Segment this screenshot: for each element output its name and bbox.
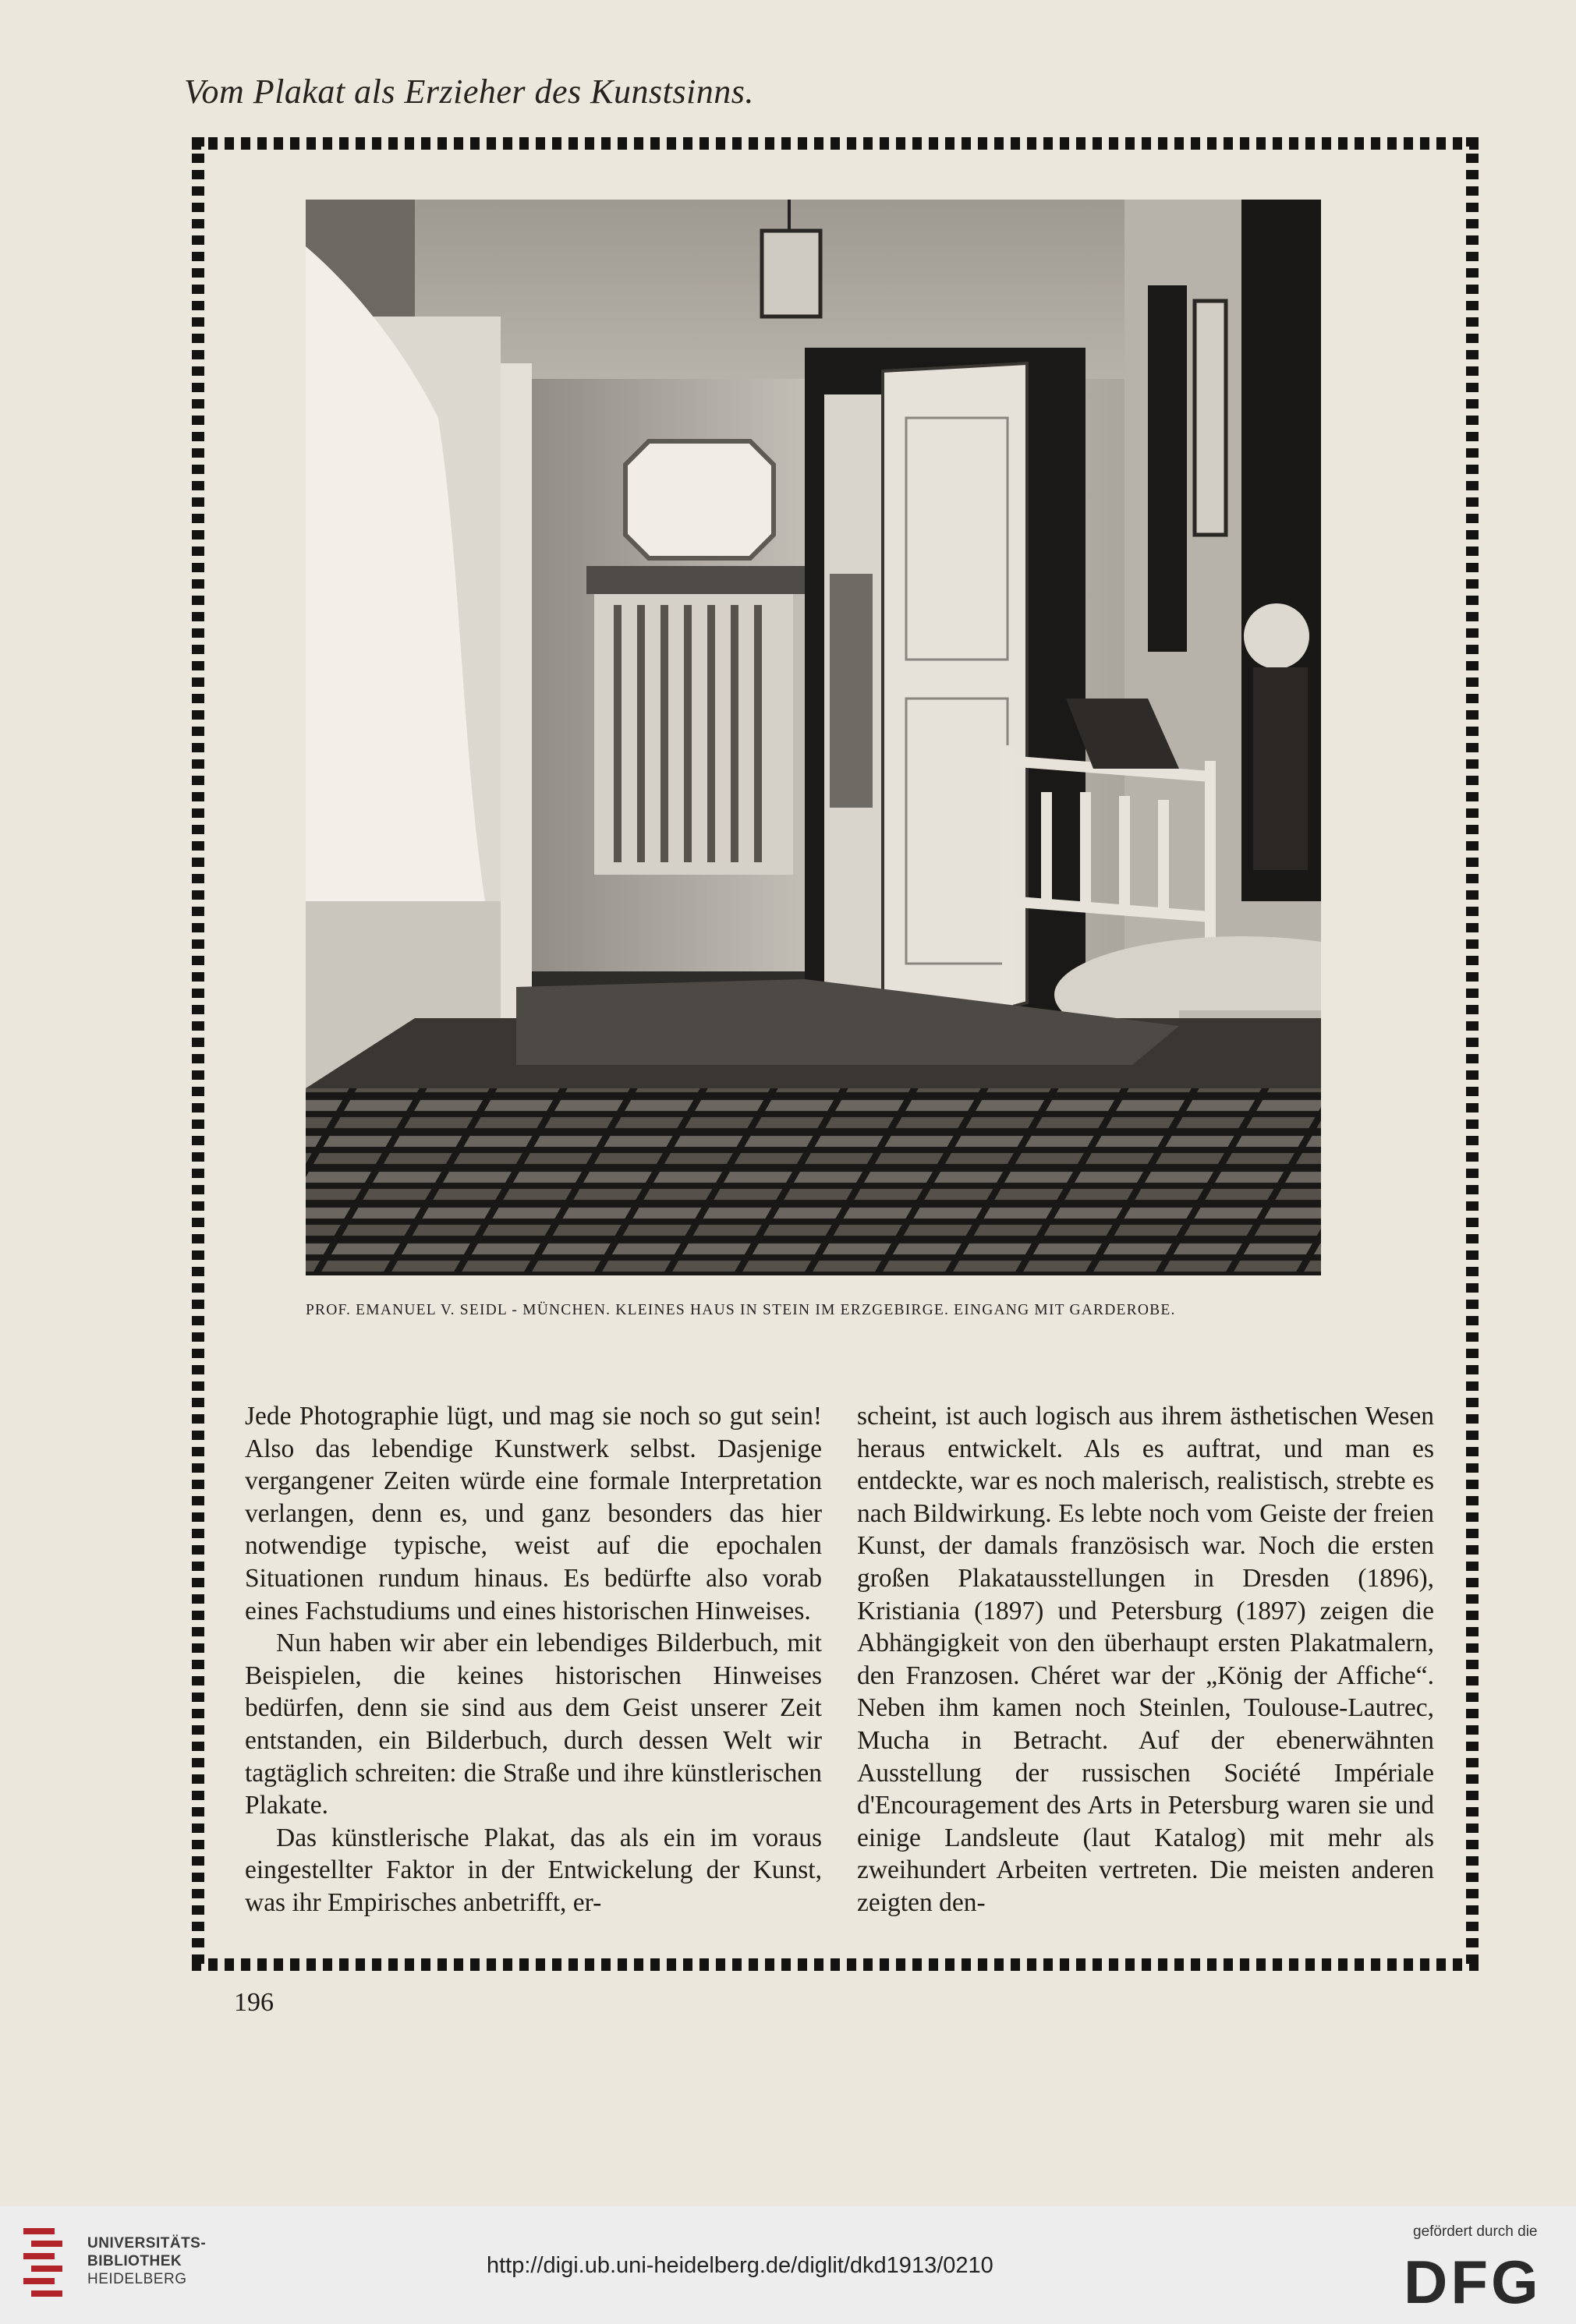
paragraph: scheint, ist auch logisch aus ihrem ästhetischen Wesen heraus entwickelt. Als es auftrat, und man es entdeckte, war es noch malerisch, realistisch, strebte es nach Bildwirkung. Es lebte noch vom Geiste der freien Kunst, der damals französisch war. Noch die ersten großen Plakatausstellungen in Dresden (1896), Kristiania (1897) und Petersburg (1897) zeigen die Abhängigkeit von den überhaupt ersten Plakatmalern, den Franzosen. Chéret war der „König der Affiche“. Neben ihm kamen noch Steinlen, Toulouse-Lautrec, Mucha in Betracht. Auf der ebenerwähnten Ausstellung der russischen Société Impériale d'Encouragement des Arts in Petersburg waren sie und einige Landsleute (laut Katalog) mit mehr als zweihundert Arbeiten vertreten. Die meisten anderen zeigten den-	[857, 1402, 1434, 1917]
dfg-logo: DFG	[1404, 2248, 1542, 2316]
university-library-logo-icon	[23, 2228, 69, 2298]
photo-illustration	[306, 200, 1321, 1275]
interior-photograph	[306, 200, 1321, 1275]
photo-caption: PROF. EMANUEL V. SEIDL - MÜNCHEN. KLEINES HAUS IN STEIN IM ERZGEBIRGE. EINGANG MIT GARDEROBE.	[306, 1302, 1176, 1318]
paragraph: Das künstlerische Plakat, das als ein im voraus eingestellter Faktor in der Entwickelung der Kunst, was ihr Empirisches anbetrifft, er-	[245, 1823, 822, 1917]
library-name	[87, 2234, 206, 2288]
digitization-footer	[0, 2206, 1576, 2324]
border-right	[1466, 137, 1479, 1971]
library-line-3: HEIDELBERG	[87, 2271, 187, 2287]
library-line-1: UNIVERSITÄTS-	[87, 2235, 207, 2251]
paragraph: Jede Photographie lügt, und mag sie noch so gut sein! Also das lebendige Kunstwerk selbst. Dasjenige vergangener Zeiten würde eine formale Interpretation verlangen, denn es, und ganz besonders das hier notwendige typische, weist auf die epochalen Situationen rundum hinaus. Es bedürfte also vorab eines Fachstudiums und eines historischen Hinweises.	[245, 1402, 822, 1625]
running-head: Vom Plakat als Erzieher des Kunstsinns.	[184, 73, 754, 111]
paragraph: Nun haben wir aber ein lebendiges Bilderbuch, mit Beispielen, die keines historischen Hinweises bedürfen, denn sie sind aus dem Geist unserer Zeit entstanden, ein Bilderbuch, durch dessen Welt wir tagtäglich schreiten: die Straße und ihre künstlerischen Plakate.	[245, 1629, 822, 1820]
border-left	[192, 137, 204, 1971]
text-column-right	[857, 1400, 1434, 1919]
funding-label: gefördert durch die	[1413, 2223, 1538, 2240]
text-column-left	[245, 1400, 822, 1919]
source-url-link[interactable]: http://digi.ub.uni-heidelberg.de/diglit/dkd1913/0210	[487, 2253, 993, 2278]
border-top	[192, 137, 1479, 150]
page-number: 196	[234, 1988, 274, 2017]
border-bottom	[192, 1958, 1479, 1971]
library-line-2: BIBLIOTHEK	[87, 2253, 182, 2269]
